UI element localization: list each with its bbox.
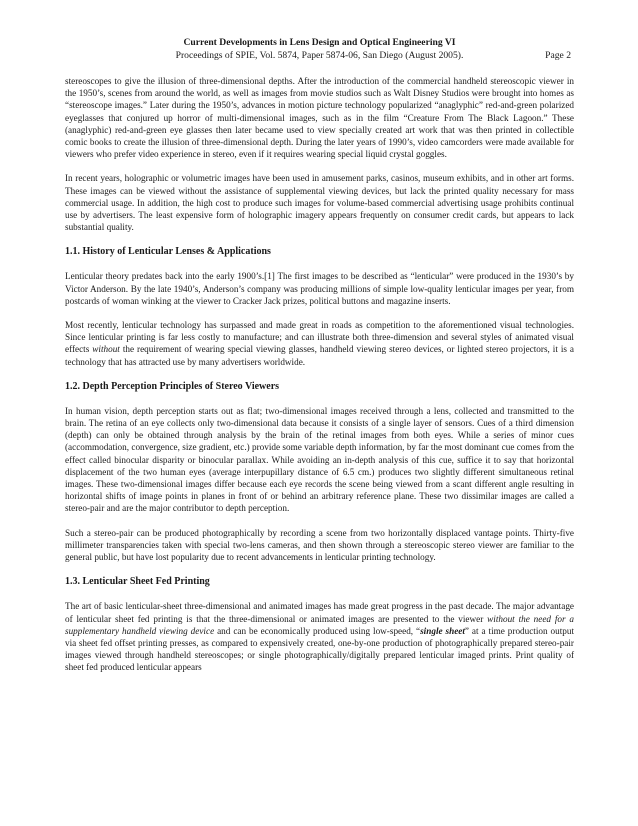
running-header xyxy=(65,37,574,62)
paragraph-stereoscope-history: stereoscopes to give the illusion of three-dimensional depths. After the introduction of the commercial handheld stereoscopic viewer in the 1950’s, scenes from around the world, as well as images from movie studios such as Walt Disney Studios were brought into homes as “stereoscope images.” Later during the 1950’s, advances in motion picture technology popularized “anaglyphic” red-and-green polarized eyeglasses that conjured up horror of multi-dimensional images, such as in the film “Creature From The Black Lagoon.” These (anaglyphic) red-and-green eye glasses then later became used to view specially created art work that was then printed in collectible comic books to create the illusion of three-dimensional depth. During the later years of 1990’s, video camcorders were made available for viewers who prefer video experience in stereo, even if it requires wearing special liquid crystal goggles. xyxy=(65,76,574,160)
conference-title: Current Developments in Lens Design and Optical Engineering VI xyxy=(183,37,456,48)
section-heading-sheet-fed-printing: 1.3. Lenticular Sheet Fed Printing xyxy=(65,576,210,588)
page-number: Page 2 xyxy=(545,49,571,61)
paragraph-sheet-fed-printing xyxy=(65,600,574,673)
text-run: Most recently, lenticular technology has surpassed and made great in roads as competition to the aforementioned visual technologies. Since lenticular printing is far less costly to manufacture; and can illustrate both three-dimension and several styles of animated visual effects xyxy=(65,320,574,355)
text-run: The art of basic lenticular-sheet three-dimensional and animated images has made great progress in the past decade. The major advantage of lenticular sheet fed printing is that the three-dimensional or animated images are presented to the viewer xyxy=(65,601,574,624)
emphasis-bold-italic: single sheet xyxy=(420,625,465,636)
text-run: and can be economically produced using low-speed, “ xyxy=(217,625,421,636)
emphasis-text: without xyxy=(92,344,120,355)
text-run: ” at a time production output via sheet fed offset printing presses, as compared to expensively created, one-by-one production of photographically prepared stereo-pair images viewed through handheld stereoscopes; or single photographically/digitally prepared lenticular imaged prints. Print quality of sheet fed produced lenticular appears xyxy=(65,625,575,673)
text-run: the requirement of wearing special viewing glasses, handheld viewing stereo devices, or lighted stereo projectors, it is a technology that has attracted use by many advertisers worldwide. xyxy=(65,344,575,367)
header-subline xyxy=(65,50,574,63)
paragraph-holographic-images: In recent years, holographic or volumetric images have been used in amusement parks, casinos, museum exhibits, and in other art forms. These images can be viewed without the assistance of supplemental viewing devices, but lack the printed quality necessary for mass commercial usage. In addition, the high cost to produce such images for volume-based commercial advertising usage prohibits continual use by advertisers. The least expensive form of holographic imagery appears frequently on consumer credit cards, but appears to lack substantial quality. xyxy=(65,173,574,233)
emphasis-text: without the need for a supplementary handheld viewing device xyxy=(65,613,575,636)
paragraph-lenticular-theory: Lenticular theory predates back into the early 1900’s.[1] The first images to be described as “lenticular” were produced in the 1930’s by Victor Anderson. By the late 1940’s, Anderson’s company was producing millions of simple low-quality lenticular images per year, from postcards of woman winking at the viewer to Cracker Jack prizes, political buttons and magazine inserts. xyxy=(65,271,574,306)
section-heading-depth-perception: 1.2. Depth Perception Principles of Stereo Viewers xyxy=(65,380,280,392)
paragraph-stereo-pair: Such a stereo-pair can be produced photographically by recording a scene from two horizontally displaced vantage points. Thirty-five millimeter transparencies taken with special two-lens cameras, and then shown through a stereoscopic stereo viewer are familiar to the general public, but have lost popularity due to recent advancements in lenticular printing technology. xyxy=(65,527,574,563)
paragraph-lenticular-technology xyxy=(65,319,574,368)
paragraph-human-vision: In human vision, depth perception starts out as flat; two-dimensional images received through a lens, collected and transmitted to the brain. The retina of an eye collects only two-dimensional data because it consists of a single layer of sensors. Cues of a third dimension (depth) can only be obtained through analysis by the brain of the retinal images from both eyes. While a series of minor cues (accommodation, convergence, size gradient, etc.) provide some variable depth information, by far the most dominant cue comes from the effect called binocular disparity or binocular parallax. While avoiding an in-depth analysis of this cue, suffice it to say that horizontal displacement of the two human eyes (average interpupillary distance of 6.5 cm.) produces two slightly different simultaneous retinal images. These two-dimensional images differ because each eye records the scene being viewed from a scant different angle resulting in horizontal shifts of image points in planes in front of or behind an arbitrary reference plane. These two dissimilar images are called a stereo-pair and are the major contributor to depth perception. xyxy=(65,405,574,514)
proceedings-citation: Proceedings of SPIE, Vol. 5874, Paper 5874-06, San Diego (August 2005). xyxy=(175,49,464,61)
section-heading-history: 1.1. History of Lenticular Lenses & Applications xyxy=(65,246,271,258)
